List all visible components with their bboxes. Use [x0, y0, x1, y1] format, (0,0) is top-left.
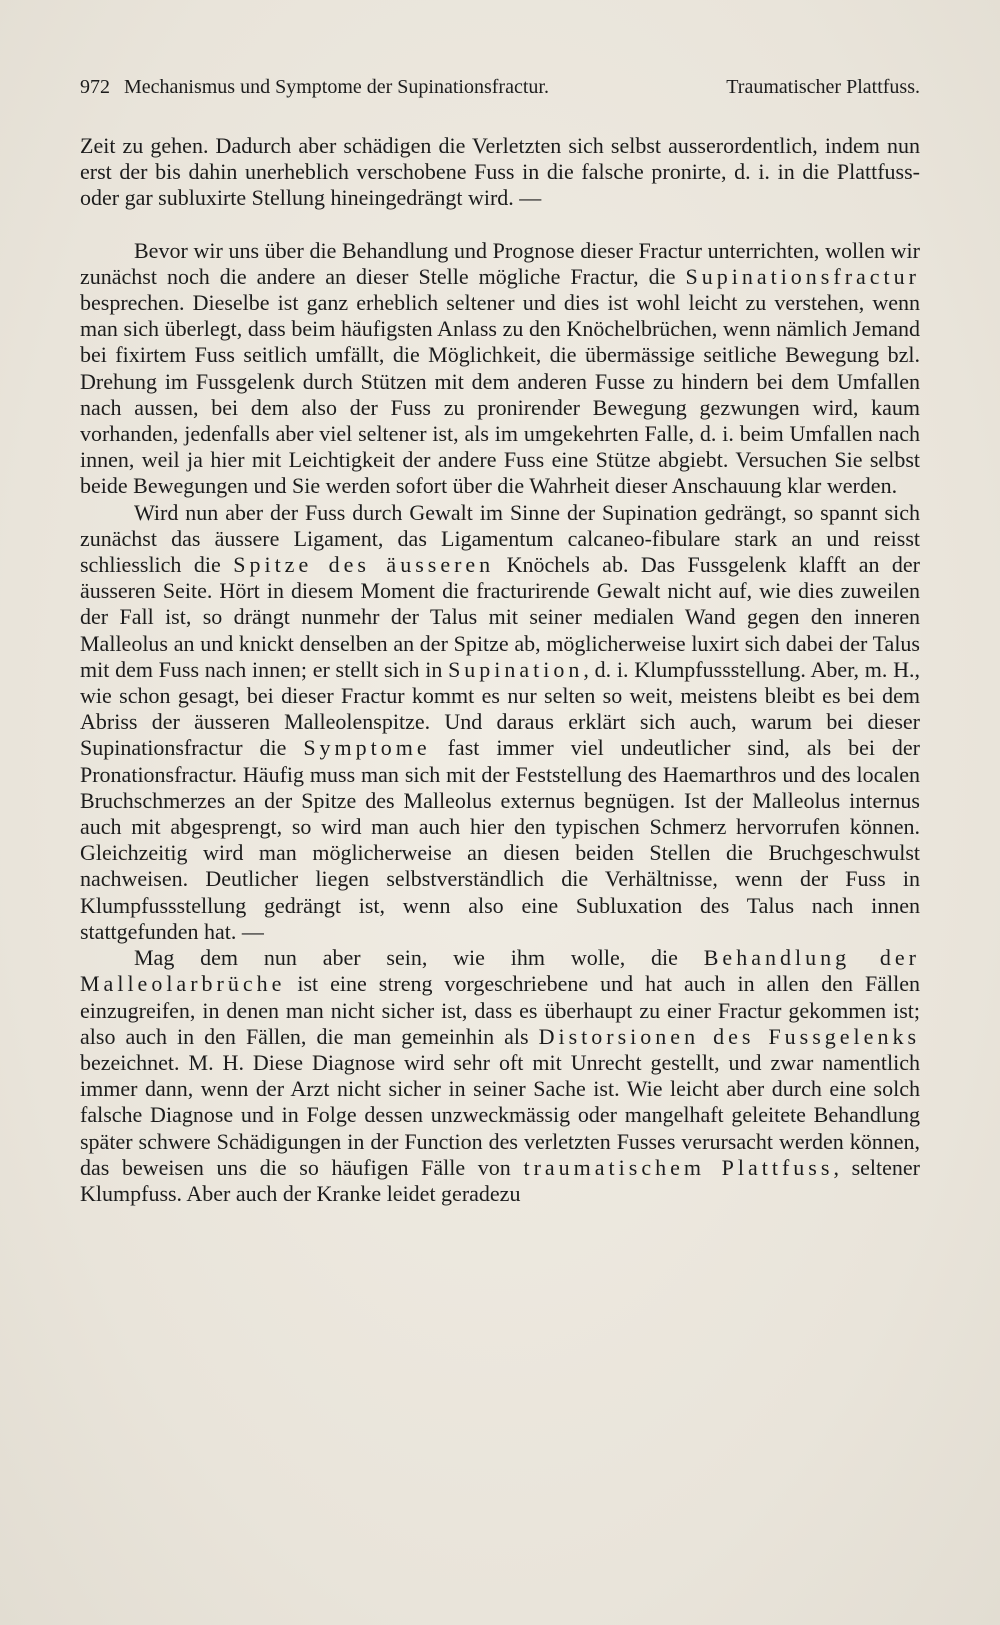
text-run: , d. i. Klumpfussstellung. Aber, m. H., wie schon gesagt, bei dieser Fractur kommt es nur selten so weit, meistens bleibt es bei dem Abriss der äusseren Malleolenspitze. Und daraus erklärt sich auch, warum bei dieser Supinationsfractur die	[80, 656, 920, 761]
page-content	[80, 74, 920, 1207]
running-header	[80, 74, 920, 100]
text-run: Mag dem nun aber sein, wie ihm wolle, die	[134, 945, 704, 971]
text-run: besprechen. Dieselbe ist ganz erheblich seltener und dies ist wohl leicht zu verstehen, wenn man sich überlegt, dass beim häufigsten Anlass zu den Knöchelbrüchen, wenn nämlich Jemand bei fixirtem Fuss seitlich umfällt, die Möglichkeit, die übermässige seitliche Bewegung bzl. Drehung im Fussgelenk durch Stützen mit dem anderen Fusse zu hindern bei dem Umfallen nach aussen, bei dem also der Fuss zu pronirender Bewegung gezwungen wird, kaum vorhanden, jedenfalls aber viel seltener ist, als im umgekehrten Falle, d. i. beim Umfallen nach innen, weil ja hier mit Leichtigkeit der andere Fuss eine Stütze abgiebt. Versuchen Sie selbst beide Bewegungen und Sie werden sofort über die Wahrheit dieser Anschauung klar werden.	[80, 290, 920, 499]
paragraph	[80, 238, 920, 500]
emphasized-term: traumatischem Plattfuss	[523, 1154, 834, 1180]
text-run: bezeichnet. M. H. Diese Diagnose wird sehr oft mit Unrecht gestellt, und zwar namentlich immer dann, wenn der Arzt nicht sicher in seiner Sache ist. Wie leicht aber durch eine solch falsche Diagnose und in Folge dessen unzweckmässig oder mangelhaft geleitete Behandlung später schwere Schädigungen in der Function des verletzten Fusses verursacht werden können, das beweisen uns die so häufigen Fälle von	[80, 1049, 920, 1180]
paragraph	[80, 133, 920, 212]
paragraph	[80, 500, 920, 945]
emphasized-term: Behandlung der Malleolarbrüche	[80, 945, 920, 997]
text-run: Bevor wir uns über die Behandlung und Prognose dieser Fractur unterrichten, wollen wir zunächst noch die andere an dieser Stelle mögliche Fractur, die	[80, 237, 920, 289]
emphasized-term: Supination	[448, 656, 584, 682]
emphasized-term: Symptome	[303, 735, 431, 761]
text-run: Zeit zu gehen. Dadurch aber schädigen die Verletzten sich selbst ausserordentlich, indem nun erst der bis dahin unerheblich verschobene Fuss in die falsche pronirte, d. i. in die Plattfuss- oder gar subluxirte Stellung hineingedrängt wird. —	[80, 133, 920, 211]
text-run: fast immer viel undeutlicher sind, als bei der Pronationsfractur. Häufig muss man sich mit der Feststellung des Haemarthros und des localen Bruchschmerzes an der Spitze des Malleolus externus begnügen. Ist der Malleolus internus auch mit abgesprengt, so wird man auch hier den typischen Schmerz hervorrufen können. Gleichzeitig wird man möglicherweise an diesen beiden Stellen die Bruchgeschwulst nachweisen. Deutlicher liegen selbstverständlich die Verhältnisse, wenn der Fuss in Klumpfussstellung gedrängt ist, wenn also eine Subluxation des Talus nach innen stattgefunden hat. —	[80, 735, 920, 944]
body-text	[80, 133, 920, 1207]
running-head-title: Mechanismus und Symptome der Supinationsfractur.	[124, 76, 549, 98]
text-run: Wird nun aber der Fuss durch Gewalt im Sinne der Supination gedrängt, so spannt sich zunächst das äussere Ligament, das Ligamentum calcaneo-fibulare stark an und reisst schliesslich die	[80, 499, 920, 578]
emphasized-term: Spitze des äusseren	[233, 552, 495, 578]
paragraph	[80, 945, 920, 1207]
page-number: 972	[80, 76, 110, 98]
text-run: ist eine streng vorgeschriebene und hat auch in allen den Fällen einzugreifen, in denen man nicht sicher ist, dass es überhaupt zu einer Fractur gekommen ist; also auch in den Fällen, die man gemeinhin als	[80, 971, 920, 1049]
text-run: , seltener Klumpfuss. Aber auch der Kranke leidet geradezu	[80, 1154, 921, 1206]
emphasized-term: Supinationsfractur	[685, 263, 920, 289]
text-run: Knöchels ab. Das Fussgelenk klafft an der äusseren Seite. Hört in diesem Moment die fracturirende Gewalt nicht auf, wie dies zuweilen der Fall ist, so drängt nunmehr der Talus mit seiner medialen Wand gegen den inneren Malleolus an und knickt denselben an der Spitze ab, möglicherweise luxirt sich dabei der Talus mit dem Fuss nach innen; er stellt sich in	[80, 552, 921, 682]
running-head-right: Traumatischer Plattfuss.	[726, 76, 920, 98]
emphasized-term: Distorsionen des Fussgelenks	[538, 1023, 920, 1049]
